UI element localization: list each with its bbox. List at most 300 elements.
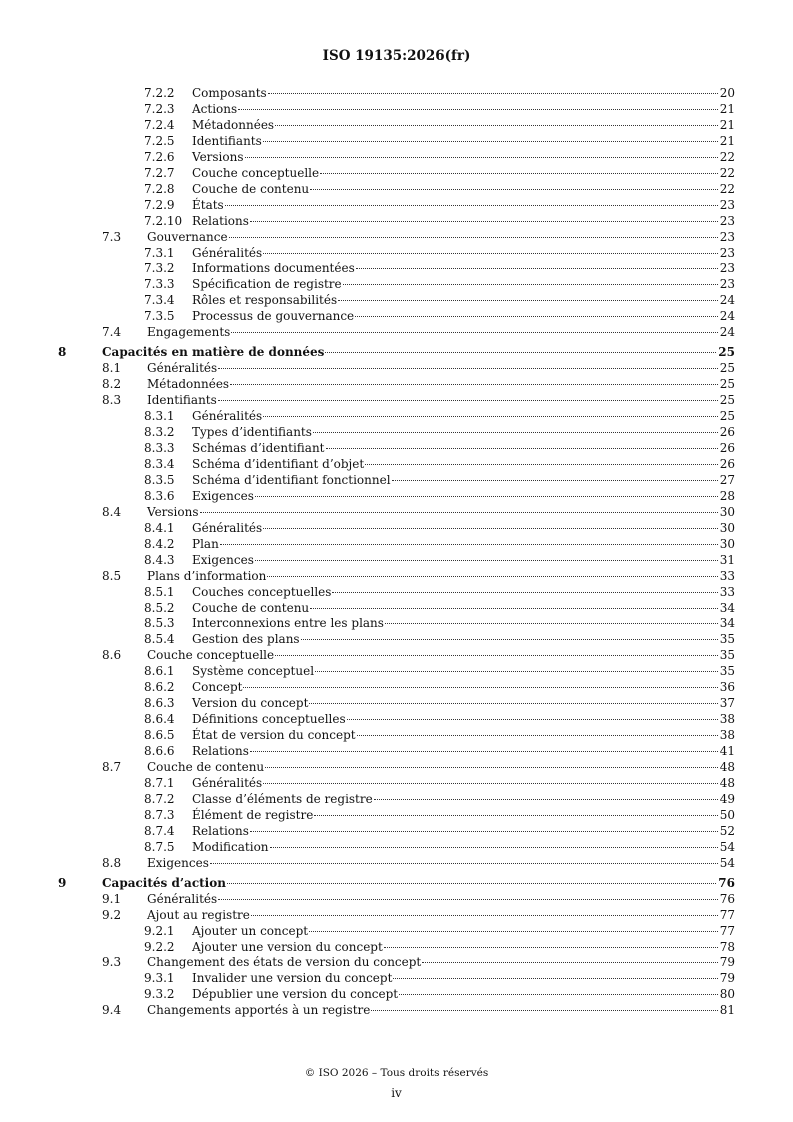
toc-entry-line <box>192 457 735 473</box>
toc-entry-line <box>192 473 735 489</box>
toc-entry[interactable] <box>0 537 793 553</box>
toc-entry[interactable] <box>0 150 793 166</box>
toc-entry-title[interactable]: Concept <box>192 680 243 695</box>
toc-entry-page[interactable]: 30 <box>719 536 735 551</box>
toc-entry[interactable] <box>0 553 793 569</box>
dot-leader <box>250 831 718 832</box>
toc-entry[interactable] <box>0 876 793 892</box>
document-id: ISO 19135:2026(fr) <box>322 48 471 64</box>
dot-leader <box>243 687 717 688</box>
dot-leader <box>268 93 718 94</box>
toc-entry-line <box>147 856 735 872</box>
dot-leader <box>200 512 718 513</box>
dot-leader <box>371 1010 717 1011</box>
toc-entry-page[interactable]: 79 <box>719 955 735 970</box>
toc-entry-page[interactable]: 23 <box>719 213 735 228</box>
toc-entry[interactable] <box>0 214 793 230</box>
toc-entry-number: 7.2.6 <box>144 149 175 164</box>
toc-entry[interactable] <box>0 134 793 150</box>
dot-leader <box>365 464 718 465</box>
toc-entry-line <box>192 808 735 824</box>
toc-entry-page[interactable]: 23 <box>719 229 735 244</box>
toc-entry-title[interactable]: Dépublier une version du concept <box>192 987 399 1002</box>
toc-entry-title[interactable]: Types d’identifiants <box>192 425 312 440</box>
toc-entry-number: 8.5.1 <box>144 584 175 599</box>
toc-entry-line <box>147 908 735 924</box>
toc-entry[interactable] <box>0 441 793 457</box>
toc-entry[interactable] <box>0 86 793 102</box>
toc-entry-title[interactable]: Identifiants <box>192 133 262 148</box>
toc-entry[interactable] <box>0 166 793 182</box>
toc-entry[interactable] <box>0 345 793 361</box>
toc-entry-title[interactable]: Définitions conceptuelles <box>192 712 346 727</box>
toc-entry-page[interactable]: 33 <box>719 568 735 583</box>
dot-leader <box>263 416 718 417</box>
toc-entry[interactable] <box>0 425 793 441</box>
toc-entry-title[interactable]: Classe d’éléments de registre <box>192 791 373 806</box>
toc-entry[interactable] <box>0 792 793 808</box>
toc-entry-page[interactable]: 77 <box>719 923 735 938</box>
toc-entry-title[interactable]: Généralités <box>147 891 218 906</box>
toc-entry[interactable] <box>0 680 793 696</box>
toc-entry-page[interactable]: 33 <box>719 584 735 599</box>
toc-entry-line <box>147 955 735 971</box>
toc-entry[interactable] <box>0 892 793 908</box>
toc-entry-title[interactable]: Spécification de registre <box>192 277 342 292</box>
dot-leader <box>343 284 718 285</box>
toc-entry-title[interactable]: Exigences <box>147 855 209 870</box>
toc-entry-number: 7.2.7 <box>144 165 175 180</box>
dot-leader <box>230 384 718 385</box>
toc-entry[interactable] <box>0 924 793 940</box>
toc-entry-title[interactable]: Capacités en matière de données <box>102 345 325 360</box>
toc-entry-page[interactable]: 25 <box>718 345 735 360</box>
toc-entry-line <box>192 824 735 840</box>
toc-entry-number: 9.2.2 <box>144 939 175 954</box>
dot-leader <box>309 931 718 932</box>
toc-entry[interactable] <box>0 908 793 924</box>
toc-entry-title[interactable]: Invalider une version du concept <box>192 971 393 986</box>
toc-entry-title[interactable]: Changements apportés à un registre <box>147 1003 371 1018</box>
dot-leader <box>314 815 717 816</box>
toc-entry-line <box>192 744 735 760</box>
toc-entry-line <box>192 489 735 505</box>
toc-entry-number: 8.6.2 <box>144 680 175 695</box>
toc-entry[interactable] <box>0 102 793 118</box>
toc-entry[interactable] <box>0 955 793 971</box>
toc-entry-number: 9 <box>58 875 67 890</box>
toc-entry[interactable] <box>0 824 793 840</box>
toc-entry[interactable] <box>0 712 793 728</box>
toc-entry-page[interactable]: 48 <box>719 775 735 790</box>
toc-entry[interactable] <box>0 457 793 473</box>
toc-entry-page[interactable]: 24 <box>719 293 735 308</box>
toc-entry-title[interactable]: Généralités <box>192 245 263 260</box>
dot-leader <box>374 799 718 800</box>
toc-entry-page[interactable]: 49 <box>719 791 735 806</box>
toc-entry-number: 7.3.4 <box>144 293 175 308</box>
toc-entry-title[interactable]: Version du concept <box>192 696 309 711</box>
toc-entry-title[interactable]: Couche de contenu <box>147 760 265 775</box>
toc-entry-title[interactable]: Couche de contenu <box>192 181 310 196</box>
toc-entry[interactable] <box>0 569 793 585</box>
toc-entry[interactable] <box>0 521 793 537</box>
toc-entry-page[interactable]: 23 <box>719 197 735 212</box>
dot-leader <box>357 735 718 736</box>
toc-entry-title[interactable]: Ajouter une version du concept <box>192 939 383 954</box>
toc-entry-line <box>147 325 735 341</box>
toc-entry-line <box>192 521 735 537</box>
toc-entry-title[interactable]: Schéma d’identifiant d’objet <box>192 456 365 471</box>
toc-entry-page[interactable]: 35 <box>719 632 735 647</box>
dot-leader <box>320 173 718 174</box>
toc-entry-page[interactable]: 30 <box>719 520 735 535</box>
toc-entry-title[interactable]: Exigences <box>192 552 254 567</box>
dot-leader <box>231 332 717 333</box>
toc-entry-number: 8.4 <box>102 504 122 519</box>
toc-entry-number: 8.7.5 <box>144 839 175 854</box>
toc-entry-number: 8.7 <box>102 760 122 775</box>
toc-entry-page[interactable]: 38 <box>719 728 735 743</box>
toc-entry-number: 8.6.3 <box>144 696 175 711</box>
toc-entry-number: 8.6 <box>102 648 122 663</box>
toc-entry[interactable] <box>0 505 793 521</box>
page-footer <box>0 1066 793 1101</box>
dot-leader <box>218 368 718 369</box>
toc-entry-page[interactable]: 77 <box>719 907 735 922</box>
toc-entry[interactable] <box>0 664 793 680</box>
toc-entry-page[interactable]: 22 <box>719 165 735 180</box>
toc-entry-number: 8.6.1 <box>144 664 175 679</box>
toc-entry-title[interactable]: Relations <box>192 213 249 228</box>
toc-entry-number: 9.3 <box>102 955 122 970</box>
toc-entry-page[interactable]: 80 <box>719 987 735 1002</box>
toc-entry[interactable] <box>0 198 793 214</box>
dot-leader <box>275 655 718 656</box>
toc-entry-title[interactable]: Processus de gouvernance <box>192 309 355 324</box>
toc-entry-number: 7.2.2 <box>144 86 175 100</box>
toc-entry-line <box>102 876 735 892</box>
toc-entry-page[interactable]: 22 <box>719 149 735 164</box>
copyright-notice: © ISO 2026 – Tous droits réservés <box>304 1067 489 1079</box>
toc-entry[interactable] <box>0 377 793 393</box>
toc-entry-title[interactable]: Couches conceptuelles <box>192 584 332 599</box>
toc-entry[interactable] <box>0 246 793 262</box>
toc-entry-page[interactable]: 26 <box>719 456 735 471</box>
toc-entry-line <box>192 150 735 166</box>
toc-entry-number: 9.2 <box>102 907 122 922</box>
toc-entry-title[interactable]: Plans d’information <box>147 568 267 583</box>
dot-leader <box>301 639 718 640</box>
toc-entry-title[interactable]: Composants <box>192 86 267 100</box>
toc-entry-page[interactable]: 76 <box>719 891 735 906</box>
toc-entry-page[interactable]: 54 <box>719 855 735 870</box>
toc-entry[interactable] <box>0 760 793 776</box>
dot-leader <box>325 352 716 353</box>
dot-leader <box>393 978 717 979</box>
toc-entry[interactable] <box>0 987 793 1003</box>
toc-entry[interactable] <box>0 309 793 325</box>
toc-entry-line <box>192 696 735 712</box>
toc-entry-title[interactable]: Généralités <box>147 361 218 376</box>
toc-entry-number: 9.3.2 <box>144 987 175 1002</box>
toc-entry-title[interactable]: Ajout au registre <box>147 907 250 922</box>
dot-leader <box>263 253 718 254</box>
toc-entry-title[interactable]: Généralités <box>192 409 263 424</box>
toc-entry[interactable] <box>0 696 793 712</box>
toc-entry-number: 8.5 <box>102 568 122 583</box>
toc-entry-number: 8.3 <box>102 393 122 408</box>
dot-leader <box>263 528 718 529</box>
dot-leader <box>355 316 718 317</box>
toc-entry-title[interactable]: Relations <box>192 823 249 838</box>
page-header <box>0 48 793 64</box>
toc-entry[interactable] <box>0 744 793 760</box>
toc-entry-title[interactable]: Système conceptuel <box>192 664 315 679</box>
toc-entry-line <box>192 102 735 118</box>
toc-entry-line <box>192 664 735 680</box>
toc-entry-number: 7.2.8 <box>144 181 175 196</box>
toc-entry[interactable] <box>0 776 793 792</box>
toc-entry-number: 8.4.2 <box>144 536 175 551</box>
toc-entry-line <box>147 361 735 377</box>
dot-leader <box>347 719 718 720</box>
toc-entry-number: 8.3.5 <box>144 472 175 487</box>
toc-entry[interactable] <box>0 293 793 309</box>
dot-leader <box>422 962 717 963</box>
toc-entry-line <box>192 728 735 744</box>
toc-entry-page[interactable]: 34 <box>719 616 735 631</box>
toc-entry-line <box>192 409 735 425</box>
toc-entry-page[interactable]: 25 <box>719 361 735 376</box>
toc-entry-page[interactable]: 25 <box>719 409 735 424</box>
toc-entry-page[interactable]: 34 <box>719 600 735 615</box>
toc-entry[interactable] <box>0 277 793 293</box>
page-number: iv <box>391 1086 402 1100</box>
toc-entry-line <box>192 680 735 696</box>
toc-entry[interactable] <box>0 616 793 632</box>
toc-entry-title[interactable]: Capacités d’action <box>102 875 226 890</box>
toc-entry-page[interactable]: 35 <box>719 648 735 663</box>
toc-entry-line <box>192 166 735 182</box>
toc-entry[interactable] <box>0 261 793 277</box>
toc-entry-line <box>192 425 735 441</box>
toc-entry-page[interactable]: 21 <box>719 133 735 148</box>
toc-entry-title[interactable]: État de version du concept <box>192 728 356 743</box>
toc-entry-title[interactable]: Identifiants <box>147 393 217 408</box>
toc-entry-title[interactable]: Élément de registre <box>192 807 314 822</box>
toc-entry[interactable] <box>0 856 793 872</box>
dot-leader <box>210 863 718 864</box>
toc-entry-page[interactable]: 81 <box>719 1003 735 1018</box>
dot-leader <box>218 899 718 900</box>
toc-entry-page[interactable]: 48 <box>719 760 735 775</box>
toc-entry-number: 7.2.3 <box>144 101 175 116</box>
dot-leader <box>250 751 718 752</box>
toc-entry-line <box>147 1003 735 1019</box>
dot-leader <box>399 994 718 995</box>
toc-entry-line <box>192 198 735 214</box>
toc-entry-title[interactable]: Rôles et responsabilités <box>192 293 338 308</box>
toc-entry-line <box>192 776 735 792</box>
toc-entry-line <box>102 345 735 361</box>
dot-leader <box>326 448 718 449</box>
toc-entry[interactable] <box>0 840 793 856</box>
toc-entry-title[interactable]: Plan <box>192 536 219 551</box>
toc-entry-line <box>192 293 735 309</box>
toc-entry-page[interactable]: 52 <box>719 823 735 838</box>
toc-entry-number: 9.3.1 <box>144 971 175 986</box>
toc-entry[interactable] <box>0 409 793 425</box>
toc-entry[interactable] <box>0 473 793 489</box>
toc-entry-page[interactable]: 31 <box>719 552 735 567</box>
toc-entry[interactable] <box>0 489 793 505</box>
toc-entry[interactable] <box>0 632 793 648</box>
toc-entry-number: 7.2.9 <box>144 197 175 212</box>
toc-entry-line <box>192 940 735 956</box>
toc-entry-title[interactable]: Couche conceptuelle <box>192 165 320 180</box>
toc-entry-page[interactable]: 30 <box>719 504 735 519</box>
toc-entry-title[interactable]: Informations documentées <box>192 261 355 276</box>
toc-entry-number: 8.7.2 <box>144 791 175 806</box>
toc-entry[interactable] <box>0 940 793 956</box>
toc-entry-title[interactable]: Gestion des plans <box>192 632 300 647</box>
toc-entry[interactable] <box>0 808 793 824</box>
toc-entry-page[interactable]: 23 <box>719 245 735 260</box>
toc-entry-page[interactable]: 79 <box>719 971 735 986</box>
toc-entry-line <box>192 924 735 940</box>
toc-entry-title[interactable]: Généralités <box>192 520 263 535</box>
toc-entry-number: 7.3.1 <box>144 245 175 260</box>
toc-entry-page[interactable]: 22 <box>719 181 735 196</box>
toc-entry-page[interactable]: 54 <box>719 839 735 854</box>
toc-entry-line <box>147 505 735 521</box>
toc-entry-title[interactable]: Schéma d’identifiant fonctionnel <box>192 472 391 487</box>
toc-entry-number: 9.4 <box>102 1003 122 1018</box>
toc-entry[interactable] <box>0 182 793 198</box>
toc-entry-line <box>147 377 735 393</box>
dot-leader <box>385 623 718 624</box>
toc-entry[interactable] <box>0 1003 793 1019</box>
toc-entry[interactable] <box>0 325 793 341</box>
toc-entry-title[interactable]: Engagements <box>147 325 231 340</box>
toc-entry-line <box>147 230 735 246</box>
toc-entry-title[interactable]: Versions <box>192 149 244 164</box>
toc-entry-number: 8.4.1 <box>144 520 175 535</box>
toc-entry-number: 8.1 <box>102 361 122 376</box>
toc-entry-title[interactable]: Couche conceptuelle <box>147 648 275 663</box>
dot-leader <box>384 947 718 948</box>
toc-entry[interactable] <box>0 230 793 246</box>
dot-leader <box>255 496 718 497</box>
toc-entry-number: 8.3.4 <box>144 456 175 471</box>
toc-entry-number: 7.4 <box>102 325 122 340</box>
toc-entry-title[interactable]: Métadonnées <box>147 377 230 392</box>
toc-entry-page[interactable]: 38 <box>719 712 735 727</box>
toc-entry-number: 7.3 <box>102 229 122 244</box>
toc-entry-page[interactable]: 76 <box>718 875 735 890</box>
toc-entry-title[interactable]: Métadonnées <box>192 117 275 132</box>
dot-leader <box>220 544 718 545</box>
toc-entry-title[interactable]: Versions <box>147 504 199 519</box>
toc-entry-title[interactable]: Ajouter un concept <box>192 923 309 938</box>
toc-entry-page[interactable]: 26 <box>719 425 735 440</box>
toc-entry-title[interactable]: Actions <box>192 101 238 116</box>
toc-entry-title[interactable]: Schémas d’identifiant <box>192 440 325 455</box>
dot-leader <box>229 237 718 238</box>
toc-entry-line <box>192 537 735 553</box>
toc-entry-number: 8.5.4 <box>144 632 175 647</box>
toc-entry-page[interactable]: 21 <box>719 117 735 132</box>
toc-entry-line <box>147 892 735 908</box>
toc-entry-number: 8.6.6 <box>144 744 175 759</box>
toc-entry-line <box>147 648 735 664</box>
toc-entry-number: 8.8 <box>102 855 122 870</box>
toc-entry-title[interactable]: Généralités <box>192 775 263 790</box>
toc-entry-page[interactable]: 24 <box>719 309 735 324</box>
toc-entry-line <box>192 987 735 1003</box>
toc-entry-page[interactable]: 23 <box>719 277 735 292</box>
toc-entry-page[interactable]: 25 <box>719 377 735 392</box>
toc-entry-line <box>192 309 735 325</box>
toc-entry-page[interactable]: 35 <box>719 664 735 679</box>
toc-entry-title[interactable]: États <box>192 197 224 212</box>
toc-entry[interactable] <box>0 393 793 409</box>
toc-entry-title[interactable]: Modification <box>192 839 269 854</box>
toc-entry[interactable] <box>0 971 793 987</box>
toc-entry[interactable] <box>0 361 793 377</box>
dot-leader <box>263 141 718 142</box>
dot-leader <box>310 189 718 190</box>
toc-entry-page[interactable]: 50 <box>719 807 735 822</box>
toc-entry-title[interactable]: Changement des états de version du concept <box>147 955 422 970</box>
toc-entry-page[interactable]: 36 <box>719 680 735 695</box>
toc-entry-number: 8.7.4 <box>144 823 175 838</box>
toc-entry-page[interactable]: 37 <box>719 696 735 711</box>
toc-entry-page[interactable]: 26 <box>719 440 735 455</box>
toc-entry-line <box>192 585 735 601</box>
toc-entry[interactable] <box>0 728 793 744</box>
toc-entry-title[interactable]: Interconnexions entre les plans <box>192 616 384 631</box>
toc-entry-page[interactable]: 27 <box>719 472 735 487</box>
toc-entry-line <box>192 840 735 856</box>
toc-entry-page[interactable]: 41 <box>719 744 735 759</box>
dot-leader <box>275 125 718 126</box>
toc-entry-line <box>147 569 735 585</box>
toc-entry-title[interactable]: Gouvernance <box>147 229 228 244</box>
toc-entry-number: 7.2.10 <box>144 213 183 228</box>
toc-entry-title[interactable]: Couche de contenu <box>192 600 310 615</box>
toc-entry-line <box>192 134 735 150</box>
toc-entry-page[interactable]: 28 <box>719 488 735 503</box>
toc-entry[interactable] <box>0 601 793 617</box>
toc-entry-page[interactable]: 78 <box>719 939 735 954</box>
toc-entry-page[interactable]: 24 <box>719 325 735 340</box>
toc-entry-line <box>192 712 735 728</box>
toc-entry[interactable] <box>0 585 793 601</box>
toc-entry-page[interactable]: 25 <box>719 393 735 408</box>
toc-entry-page[interactable]: 20 <box>719 86 735 100</box>
toc-entry-page[interactable]: 23 <box>719 261 735 276</box>
toc-entry-title[interactable]: Relations <box>192 744 249 759</box>
toc-entry-number: 7.3.3 <box>144 277 175 292</box>
dot-leader <box>267 576 717 577</box>
toc-entry-page[interactable]: 21 <box>719 101 735 116</box>
toc-entry-number: 8.3.2 <box>144 425 175 440</box>
toc-entry[interactable] <box>0 118 793 134</box>
toc-entry[interactable] <box>0 648 793 664</box>
toc-entry-title[interactable]: Exigences <box>192 488 254 503</box>
